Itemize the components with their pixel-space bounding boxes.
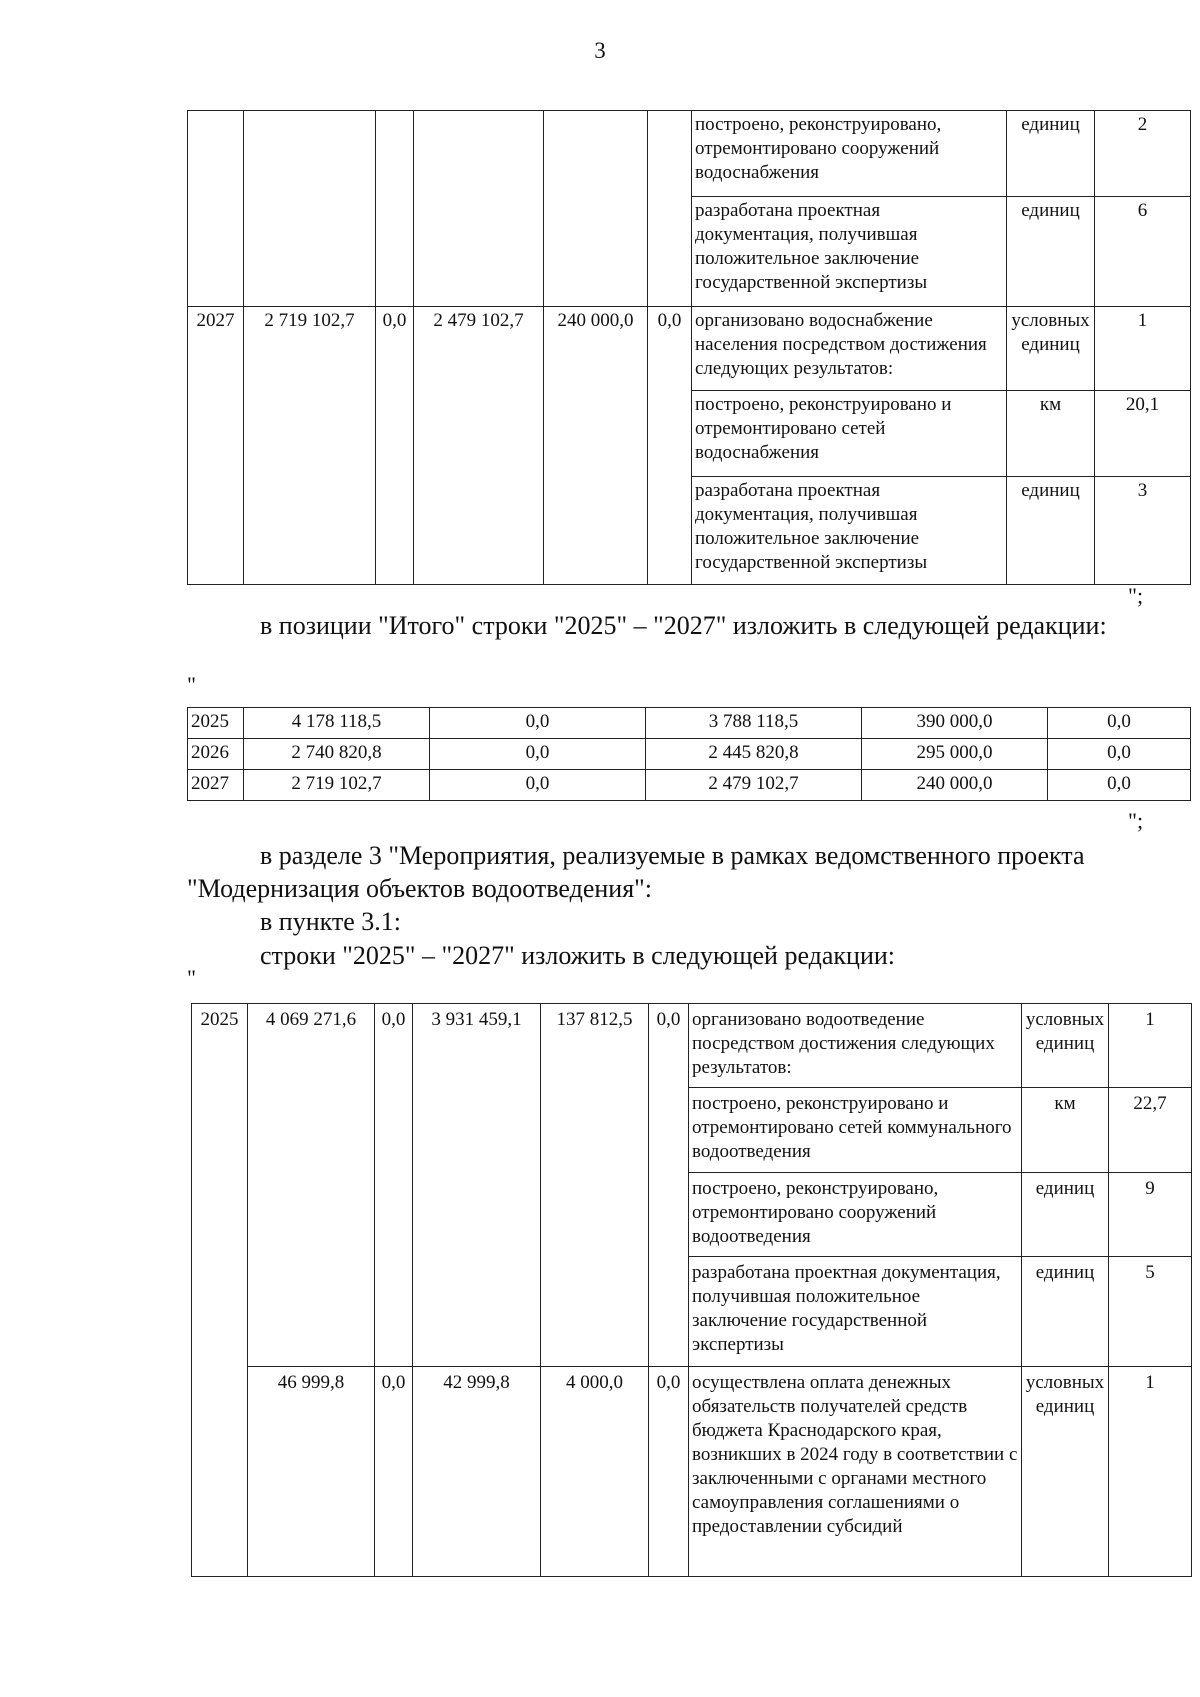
- amount-cell: 0,0: [376, 307, 414, 585]
- opening-quote: ": [187, 965, 196, 990]
- table-row: [188, 111, 1191, 197]
- year-cell: 2027: [188, 770, 244, 801]
- amount-cell: 240 000,0: [862, 770, 1048, 801]
- result-value: 20,1: [1095, 391, 1191, 477]
- amount-cell: 0,0: [648, 307, 692, 585]
- amount-cell: 0,0: [1048, 770, 1191, 801]
- table-water-supply: [187, 110, 1191, 585]
- result-value: 6: [1095, 197, 1191, 307]
- result-value: 5: [1109, 1257, 1192, 1367]
- amount-cell: 2 445 820,8: [646, 739, 862, 770]
- result-unit: единиц: [1007, 111, 1095, 197]
- result-text: разработана проектная документация, получившая положительное заключение государственной экспертизы: [692, 477, 1007, 585]
- result-text: разработана проектная документация, получившая положительное заключение государственной экспертизы: [692, 197, 1007, 307]
- result-value: 2: [1095, 111, 1191, 197]
- result-text: построено, реконструировано, отремонтировано сооружений водоснабжения: [692, 111, 1007, 197]
- year-cell: 2025: [188, 708, 244, 739]
- result-unit: км: [1022, 1088, 1109, 1173]
- result-unit: единиц: [1022, 1257, 1109, 1367]
- year-cell: 2026: [188, 739, 244, 770]
- amount-cell: 137 812,5: [541, 1004, 649, 1367]
- result-unit: условных единиц: [1022, 1004, 1109, 1088]
- total-cell: 2 719 102,7: [244, 770, 430, 801]
- table-row: [188, 307, 1191, 391]
- result-text: осуществлена оплата денежных обязательств получателей средств бюджета Краснодарского края, возникших в 2024 году в соответствии с заключенными с органами местного самоуправления соглашениями о предоставлении субсидий: [689, 1367, 1022, 1577]
- table-totals: [187, 707, 1191, 801]
- paragraph-section-3-line2: "Модернизация объектов водоотведения":: [187, 874, 652, 903]
- result-value: 1: [1109, 1367, 1192, 1577]
- result-value: 1: [1109, 1004, 1192, 1088]
- result-text: организовано водоснабжение населения посредством достижения следующих результатов:: [692, 307, 1007, 391]
- year-cell: 2025: [192, 1004, 248, 1577]
- amount-cell: 3 931 459,1: [413, 1004, 541, 1367]
- table-wastewater: [191, 1003, 1192, 1577]
- total-cell: 2 719 102,7: [244, 307, 376, 585]
- result-text: организовано водоотведение посредством достижения следующих результатов:: [689, 1004, 1022, 1088]
- amount-cell: 2 479 102,7: [414, 307, 544, 585]
- table-row: [188, 770, 1191, 801]
- page-number: 3: [594, 38, 606, 63]
- paragraph-itogo: в позиции "Итого" строки "2025" – "2027" изложить в следующей редакции:: [260, 611, 1107, 640]
- result-unit: км: [1007, 391, 1095, 477]
- amount-cell: 3 788 118,5: [646, 708, 862, 739]
- result-text: построено, реконструировано и отремонтировано сетей коммунального водоотведения: [689, 1088, 1022, 1173]
- amount-cell: 295 000,0: [862, 739, 1048, 770]
- result-value: 1: [1095, 307, 1191, 391]
- amount-cell: 0,0: [649, 1004, 689, 1367]
- paragraph-point-3-1: в пункте 3.1:: [260, 907, 402, 936]
- total-cell: 2 740 820,8: [244, 739, 430, 770]
- paragraph-section-3-line1: в разделе 3 "Мероприятия, реализуемые в рамках ведомственного проекта: [260, 841, 1085, 870]
- result-value: 22,7: [1109, 1088, 1192, 1173]
- total-cell: 46 999,8: [248, 1367, 375, 1577]
- result-unit: условных единиц: [1007, 307, 1095, 391]
- amount-cell: 0,0: [430, 770, 646, 801]
- result-unit: единиц: [1007, 477, 1095, 585]
- table-row: [192, 1004, 1192, 1088]
- result-unit: единиц: [1007, 197, 1095, 307]
- result-value: 3: [1095, 477, 1191, 585]
- closing-quote: ";: [1128, 583, 1144, 608]
- amount-cell: 0,0: [1048, 739, 1191, 770]
- result-unit: условных единиц: [1022, 1367, 1109, 1577]
- closing-quote: ";: [1128, 808, 1144, 833]
- result-text: разработана проектная документация, получившая положительное заключение государственной экспертизы: [689, 1257, 1022, 1367]
- amount-cell: 0,0: [375, 1367, 413, 1577]
- result-text: построено, реконструировано, отремонтировано сооружений водоотведения: [689, 1173, 1022, 1257]
- table-row: [188, 739, 1191, 770]
- total-cell: 4 069 271,6: [248, 1004, 375, 1367]
- paragraph-rows: строки "2025" – "2027" изложить в следующей редакции:: [260, 941, 896, 970]
- amount-cell: 240 000,0: [544, 307, 648, 585]
- result-text: построено, реконструировано и отремонтировано сетей водоснабжения: [692, 391, 1007, 477]
- opening-quote: ": [187, 672, 196, 697]
- amount-cell: 0,0: [649, 1367, 689, 1577]
- amount-cell: 0,0: [1048, 708, 1191, 739]
- amount-cell: 0,0: [430, 739, 646, 770]
- table-row: [192, 1367, 1192, 1577]
- amount-cell: 390 000,0: [862, 708, 1048, 739]
- total-cell: 4 178 118,5: [244, 708, 430, 739]
- amount-cell: 0,0: [430, 708, 646, 739]
- year-cell: 2027: [188, 307, 244, 585]
- amount-cell: 42 999,8: [413, 1367, 541, 1577]
- result-value: 9: [1109, 1173, 1192, 1257]
- table-row: [188, 708, 1191, 739]
- result-unit: единиц: [1022, 1173, 1109, 1257]
- amount-cell: 2 479 102,7: [646, 770, 862, 801]
- amount-cell: 4 000,0: [541, 1367, 649, 1577]
- amount-cell: 0,0: [375, 1004, 413, 1367]
